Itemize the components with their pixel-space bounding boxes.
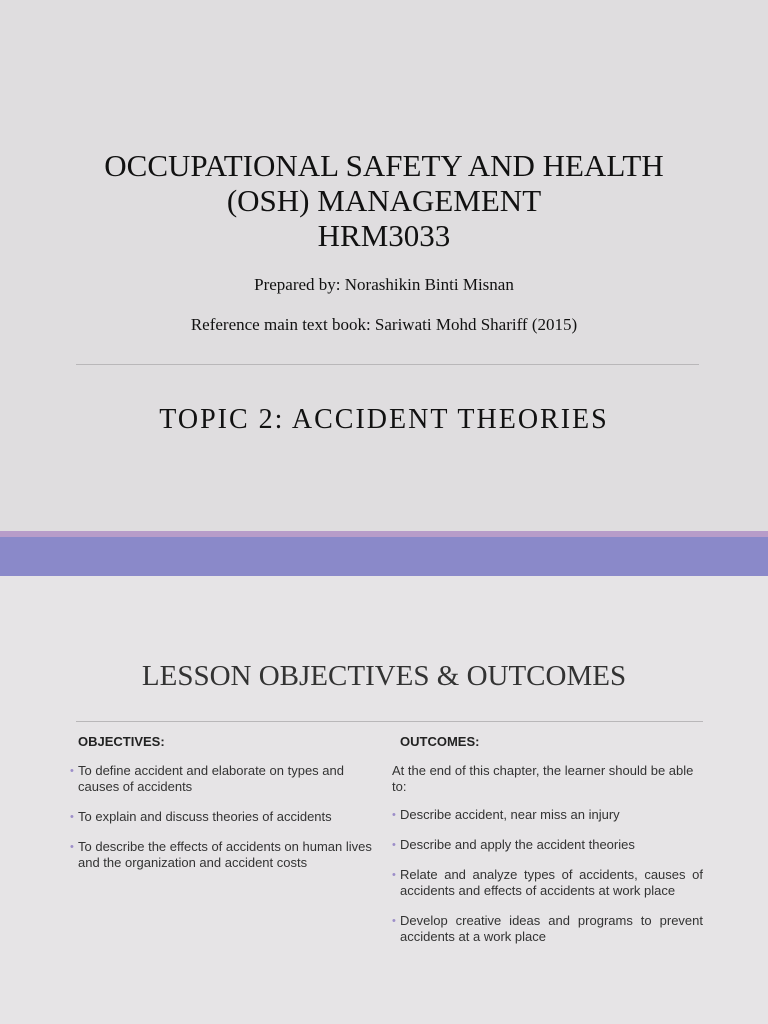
outcome-item — [392, 807, 703, 823]
objective-text: To define accident and elaborate on types and causes of accidents — [78, 763, 344, 794]
outcomes-heading: OUTCOMES: — [400, 734, 480, 749]
outcome-text: Develop creative ideas and programs to prevent accidents at a work place — [400, 913, 703, 944]
bullet-icon: • — [70, 841, 74, 853]
objectives-column — [70, 734, 380, 885]
slide-title-line-3: HRM3033 — [317, 218, 451, 253]
lesson-title: LESSON OBJECTIVES & OUTCOMES — [141, 660, 627, 692]
outcome-text: Describe accident, near miss an injury — [400, 807, 620, 822]
slide-title-line-2: (OSH) MANAGEMENT — [226, 183, 542, 218]
outcome-item — [392, 867, 703, 899]
prepared-by-text: Prepared by: Norashikin Binti Misnan — [254, 275, 514, 294]
outcome-text: Relate and analyze types of accidents, causes of accidents and effects of accidents at work place — [400, 867, 703, 898]
slide-title-line-1: OCCUPATIONAL SAFETY AND HEALTH — [104, 148, 664, 183]
outcome-text: Describe and apply the accident theories — [400, 837, 635, 852]
bullet-icon: • — [70, 765, 74, 777]
lesson-divider — [76, 721, 703, 722]
objective-text: To explain and discuss theories of accidents — [78, 809, 332, 824]
outcome-item — [392, 913, 703, 945]
bullet-icon: • — [70, 811, 74, 823]
objective-text: To describe the effects of accidents on human lives and the organization and accident costs — [78, 839, 372, 870]
title-divider — [76, 364, 699, 365]
objective-item — [70, 763, 380, 795]
slide-separator-band — [0, 537, 768, 576]
objective-item — [70, 809, 380, 825]
reference-text: Reference main text book: Sariwati Mohd Shariff (2015) — [190, 315, 578, 334]
slide-title — [40, 148, 728, 253]
objective-item — [70, 839, 380, 871]
topic-heading: TOPIC 2: ACCIDENT THEORIES — [159, 404, 609, 435]
outcomes-intro: At the end of this chapter, the learner should be able to: — [392, 763, 694, 794]
bullet-icon: • — [392, 869, 396, 881]
objectives-heading: OBJECTIVES: — [78, 734, 165, 749]
outcomes-column — [392, 734, 703, 959]
outcome-item — [392, 837, 703, 853]
bullet-icon: • — [392, 915, 396, 927]
bullet-icon: • — [392, 839, 396, 851]
bullet-icon: • — [392, 809, 396, 821]
